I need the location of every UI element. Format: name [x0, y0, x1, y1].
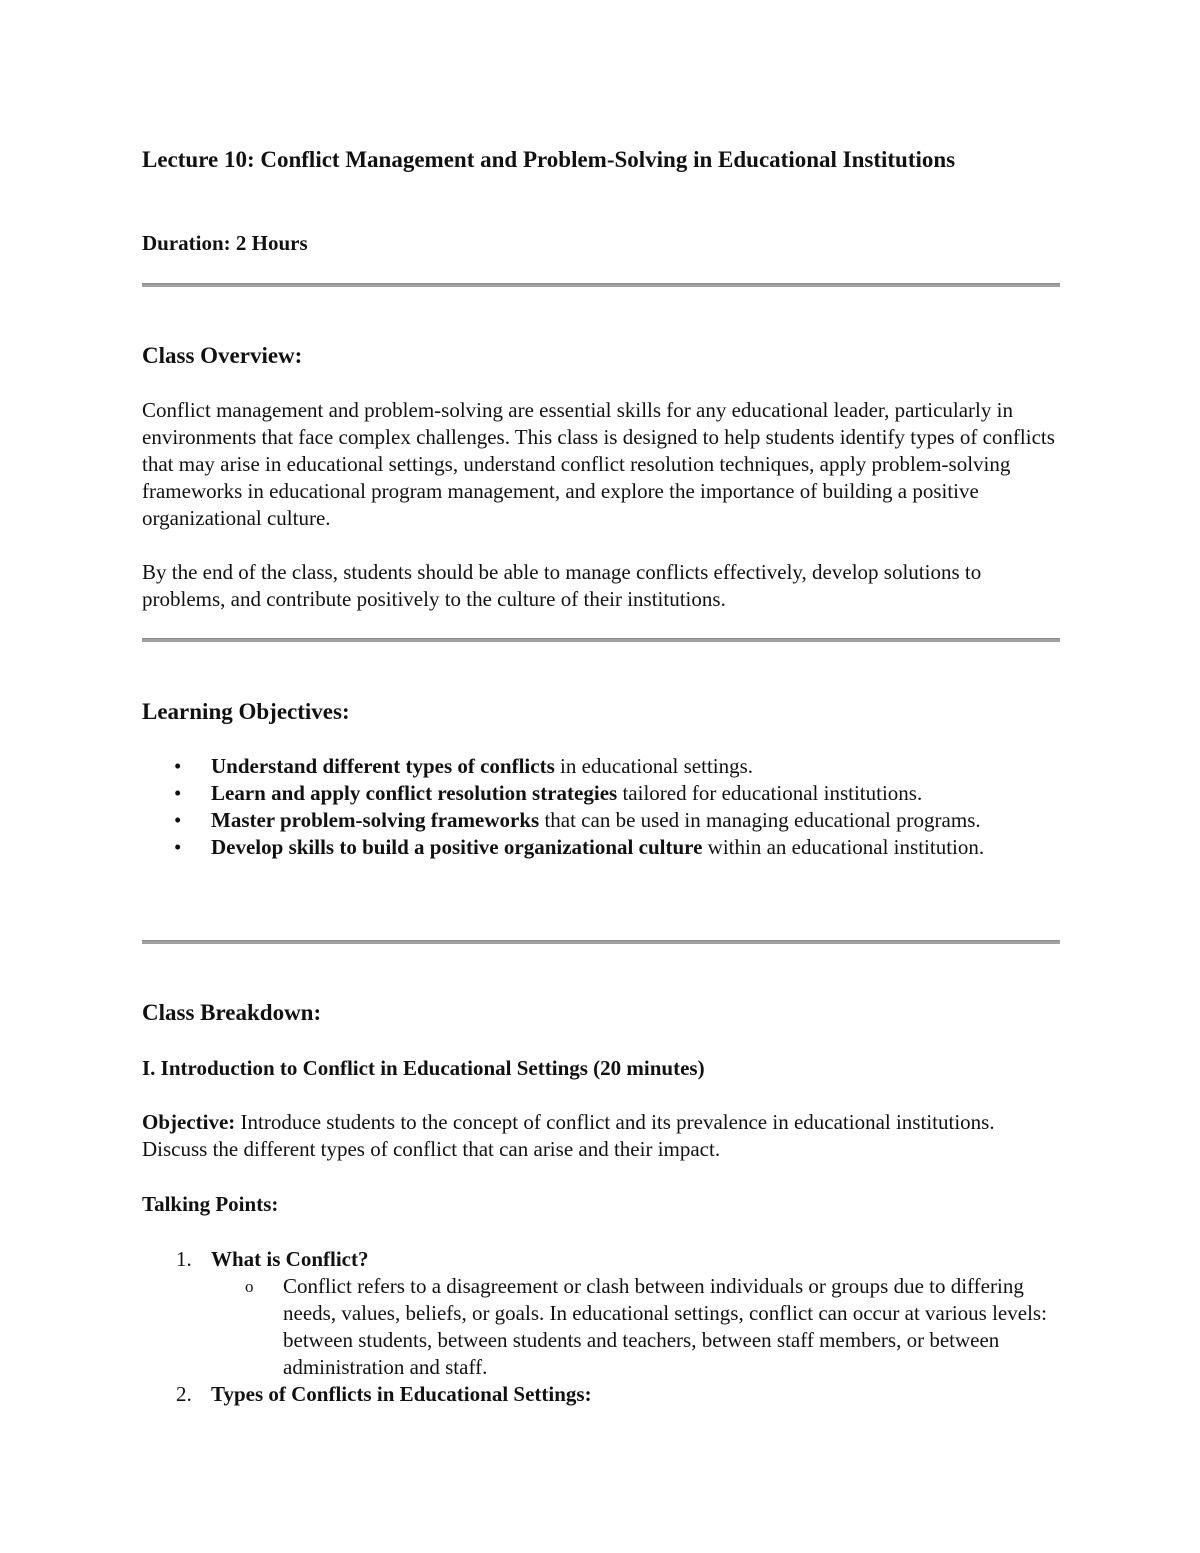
sub-point-text: Conflict refers to a disagreement or clash between individuals or groups due to differing needs, values, beliefs, or goals. In educational settings, conflict can occur at various levels: between students, between students and teachers, between staff members, or between administration and staff.	[283, 1274, 1047, 1379]
section-heading: I. Introduction to Conflict in Educational Settings (20 minutes)	[142, 1056, 705, 1080]
objective-text: tailored for educational institutions.	[617, 781, 923, 805]
objective-bold: Understand different types of conflicts	[211, 754, 555, 778]
class-overview-heading: Class Overview:	[142, 343, 303, 368]
sub-list	[211, 1273, 1060, 1381]
bullet-icon: •	[174, 808, 182, 832]
horizontal-divider	[142, 283, 1060, 287]
list-item	[142, 780, 1060, 807]
objective-bold: Learn and apply conflict resolution strategies	[211, 781, 618, 805]
horizontal-divider	[142, 638, 1060, 642]
objectives-list	[142, 753, 1060, 861]
list-number: 2.	[176, 1382, 192, 1406]
overview-paragraph-1: Conflict management and problem-solving are essential skills for any educational leader, particularly in environments that face complex challenges. This class is designed to help students identify types of conflicts that may arise in educational settings, understand conflict resolution techniques, apply problem-solving frameworks in educational program management, and explore the importance of building a positive organizational culture.	[142, 398, 1055, 530]
list-item	[142, 753, 1060, 780]
point-title: Types of Conflicts in Educational Settings:	[211, 1382, 592, 1406]
list-item	[142, 807, 1060, 834]
list-item	[211, 1273, 1060, 1381]
talking-points-list	[142, 1246, 1060, 1408]
talking-points-label: Talking Points:	[142, 1192, 279, 1216]
objective-text: that can be used in managing educational programs.	[539, 808, 981, 832]
objective-bold: Master problem-solving frameworks	[211, 808, 540, 832]
list-number: 1.	[176, 1247, 192, 1271]
learning-objectives-heading: Learning Objectives:	[142, 699, 350, 724]
objective-paragraph	[142, 1109, 1060, 1163]
duration-line: Duration: 2 Hours	[142, 231, 308, 255]
circle-bullet-icon: o	[245, 1277, 254, 1296]
bullet-icon: •	[174, 754, 182, 778]
objective-body: Introduce students to the concept of conflict and its prevalence in educational institutions. Discuss the different types of conflict that can arise and their impact.	[142, 1110, 995, 1161]
horizontal-divider	[142, 940, 1060, 944]
objective-bold: Develop skills to build a positive organizational culture	[211, 835, 703, 859]
overview-paragraph-2: By the end of the class, students should be able to manage conflicts effectively, develop solutions to problems, and contribute positively to the culture of their institutions.	[142, 560, 982, 611]
class-breakdown-heading: Class Breakdown:	[142, 1000, 322, 1025]
page-title: Lecture 10: Conflict Management and Problem-Solving in Educational Institutions	[142, 147, 956, 172]
objective-text: in educational settings.	[554, 754, 754, 778]
objective-label: Objective:	[142, 1110, 236, 1134]
list-item	[142, 1381, 1060, 1408]
list-item	[142, 834, 1060, 861]
objective-text: within an educational institution.	[702, 835, 985, 859]
point-title: What is Conflict?	[211, 1247, 369, 1271]
bullet-icon: •	[174, 781, 182, 805]
bullet-icon: •	[174, 835, 182, 859]
list-item	[142, 1246, 1060, 1381]
